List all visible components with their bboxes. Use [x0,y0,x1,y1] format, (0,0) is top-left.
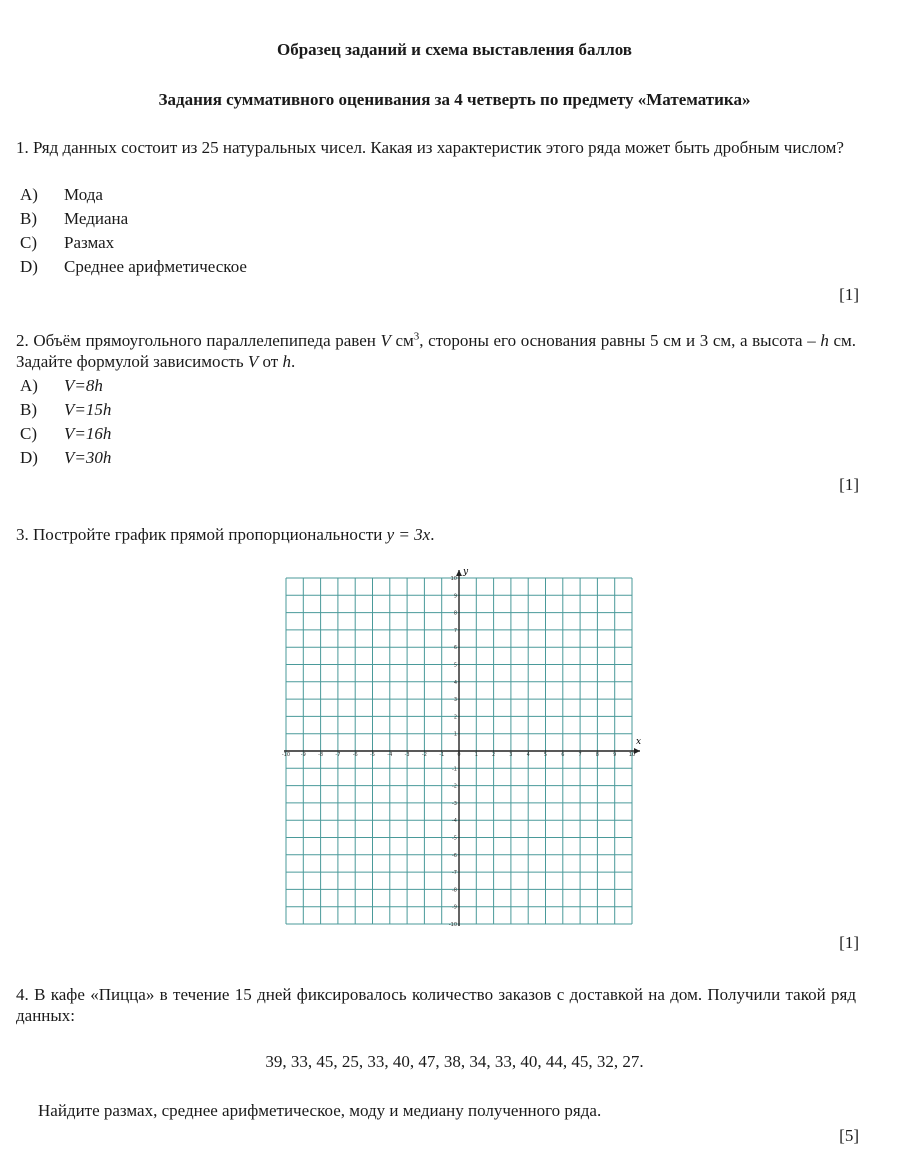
option-text: Среднее арифметическое [64,257,247,276]
x-tick-label: 10 [628,752,636,758]
option-text: V=16h [64,424,112,443]
x-tick-label: -10 [281,752,291,758]
option-label: B) [20,400,37,419]
option-b [20,398,111,422]
option-label: C) [20,233,37,252]
question-1-options [20,183,247,279]
option-label: A) [20,376,38,395]
x-tick-label: -3 [404,752,410,758]
x-tick-label: -1 [439,752,445,758]
option-text: Размах [64,233,115,252]
data-series: 39, 33, 45, 25, 33, 40, 47, 38, 34, 33, 40, 44, 45, 32, 27. [265,1052,644,1071]
question-1-text: 1. Ряд данных состоит из 25 натуральных чисел. Какая из характеристик этого ряда может быть дробным числом? [16,138,844,157]
option-label: B) [20,209,37,228]
x-tick-label: 4 [526,752,530,758]
option-text: V=15h [64,400,112,419]
x-tick-label: -8 [318,752,324,758]
x-tick-label: 8 [595,752,599,758]
x-tick-label: 5 [543,752,548,758]
x-tick-label: -7 [335,752,341,758]
y-tick-label: -7 [452,870,457,877]
x-tick-label: 3 [509,752,513,758]
x-tick-label: -9 [300,752,306,758]
y-tick-label: 6 [453,645,457,652]
y-tick-label: 8 [453,610,457,617]
y-tick-label: 7 [453,627,457,634]
option-c [20,422,111,446]
y-tick-label: -6 [452,852,457,859]
option-d [20,255,247,279]
option-b [20,207,247,231]
x-tick-label: -6 [352,752,358,758]
document-subtitle: Задания суммативного оценивания за 4 четверть по предмету «Математика» [158,90,751,109]
question-2-score: [1] [839,475,859,494]
question-4-text: 4. В кафе «Пицца» в течение 15 дней фиксировалось количество заказов с доставкой на дом. Получили такой ряд данных: [16,985,856,1025]
coordinate-grid [270,562,650,942]
y-tick-label: 9 [453,593,457,600]
question-4-task: Найдите размах, среднее арифметическое, моду и медиану полученного ряда. [38,1101,602,1120]
y-tick-label: 5 [453,662,457,669]
option-d [20,446,111,470]
option-text: V=30h [64,448,112,467]
option-a [20,374,111,398]
y-tick-label: 3 [453,697,457,704]
x-tick-label: -4 [387,752,393,758]
y-tick-label: -4 [452,818,457,825]
option-text: Мода [64,185,103,204]
y-tick-label: -9 [452,904,457,911]
x-tick-label: -2 [421,752,427,758]
x-tick-label: 0 [457,752,461,758]
option-label: C) [20,424,37,443]
x-tick-label: -5 [370,752,375,758]
y-tick-label: -5 [452,835,457,842]
option-text: V=8h [64,376,103,395]
question-4-score: [5] [839,1126,859,1145]
option-a [20,183,247,207]
option-c [20,231,247,255]
x-axis-label: x [636,737,642,747]
option-text: Медиана [64,209,129,228]
option-label: A) [20,185,38,204]
y-tick-label: -2 [452,783,457,790]
y-tick-label: 1 [453,731,457,738]
document-title: Образец заданий и схема выставления баллов [277,40,632,59]
question-1-score: [1] [839,285,859,304]
y-tick-label: -1 [452,766,457,773]
question-3-text: 3. Постройте график прямой пропорциональности y = 3x. [16,525,435,544]
x-tick-label: 2 [492,752,496,758]
option-label: D) [20,257,38,276]
question-2-options [20,374,111,470]
y-axis-label: y [463,567,469,577]
option-label: D) [20,448,38,467]
y-tick-label: 2 [453,714,457,721]
question-2-text: 2. Объём прямоугольного параллелепипеда равен V $см^3$, стороны его основания равны 5 см и 3 см, а высота – h см. Задайте формулой зависимость V от h. [16,330,856,371]
y-tick-label: -8 [452,887,457,894]
x-tick-label: 9 [613,752,617,758]
y-tick-label: 10 [450,576,457,582]
y-tick-label: -10 [448,922,457,928]
coordinate-plane [270,562,650,942]
x-tick-label: 6 [561,752,565,758]
x-tick-label: 1 [474,752,478,758]
y-tick-label: -3 [452,800,457,807]
x-tick-label: 7 [578,752,582,758]
question-3-score: [1] [839,933,859,952]
y-tick-label: 4 [453,679,457,686]
